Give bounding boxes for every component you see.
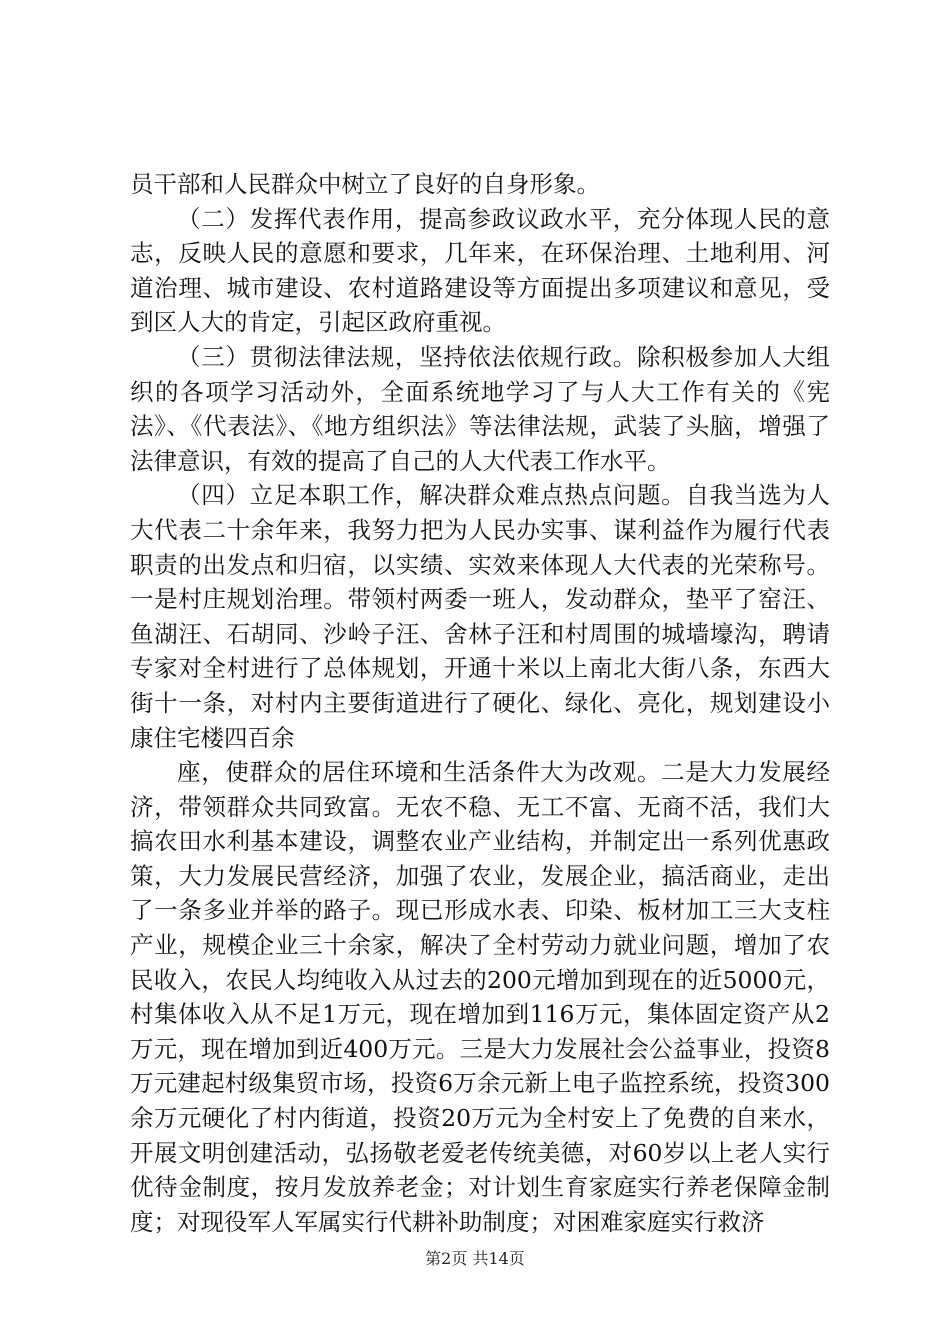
- paragraph-section-four: （四）立足本职工作，解决群众难点热点问题。自我当选为人大代表二十余年来，我努力把为人民办实事、谋利益作为履行代表职责的出发点和归宿，以实绩、实效来体现人大代表的光荣称号。一是村庄规划治理。带领村两委一班人，发动群众，垫平了窑汪、鱼湖汪、石胡同、沙岭子汪、舍林子汪和村周围的城墙壕沟，聘请专家对全村进行了总体规划，开通十米以上南北大街八条，东西大街十一条，对村内主要街道进行了硬化、绿化、亮化，规划建设小康住宅楼四百余: [130, 481, 830, 752]
- paragraph-section-three: （三）贯彻法律法规，坚持依法依规行政。除积极参加人大组织的各项学习活动外，全面系统地学习了与人大工作有关的《宪法》、《代表法》、《地方组织法》等法律法规，武装了头脑，增强了法律意识，有效的提高了自己的人大代表工作水平。: [130, 342, 830, 475]
- page-number-footer: 第2页 共14页: [425, 1249, 525, 1268]
- paragraph-continuation: 员干部和人民群众中树立了良好的自身形象。: [130, 170, 600, 198]
- paragraph-section-two: （二）发挥代表作用，提高参政议政水平，充分体现人民的意志，反映人民的意愿和要求，几年来，在环保治理、土地利用、河道治理、城市建设、农村道路建设等方面提出多项建议和意见，受到区人大的肯定，引起区政府重视。: [130, 204, 830, 337]
- paragraph-section-four-continued: 座，使群众的居住环境和生活条件大为改观。二是大力发展经济，带领群众共同致富。无农不稳、无工不富、无商不活，我们大搞农田水利基本建设，调整农业产业结构，并制定出一系列优惠政策，大力发展民营经济，加强了农业，发展企业，搞活商业，走出了一条多业并举的路子。现已形成水表、印染、板材加工三大支柱产业，规模企业三十余家，解决了全村劳动力就业问题，增加了农民收入，农民人均纯收入从过去的200元增加到现在的近5000元，村集体收入从不足1万元，现在增加到116万元，集体固定资产从2万元，现在增加到近400万元。三是大力发展社会公益事业，投资8万元建起村级集贸市场，投资6万余元新上电子监控系统，投资300余万元硬化了村内街道，投资20万元为全村安上了免费的自来水，开展文明创建活动，弘扬敬老爱老传统美德，对60岁以上老人实行优待金制度，按月发放养老金；对计划生育家庭实行养老保障金制度；对现役军人军属实行代耕补助制度；对困难家庭实行救济: [130, 758, 830, 1236]
- document-body: [130, 167, 830, 1239]
